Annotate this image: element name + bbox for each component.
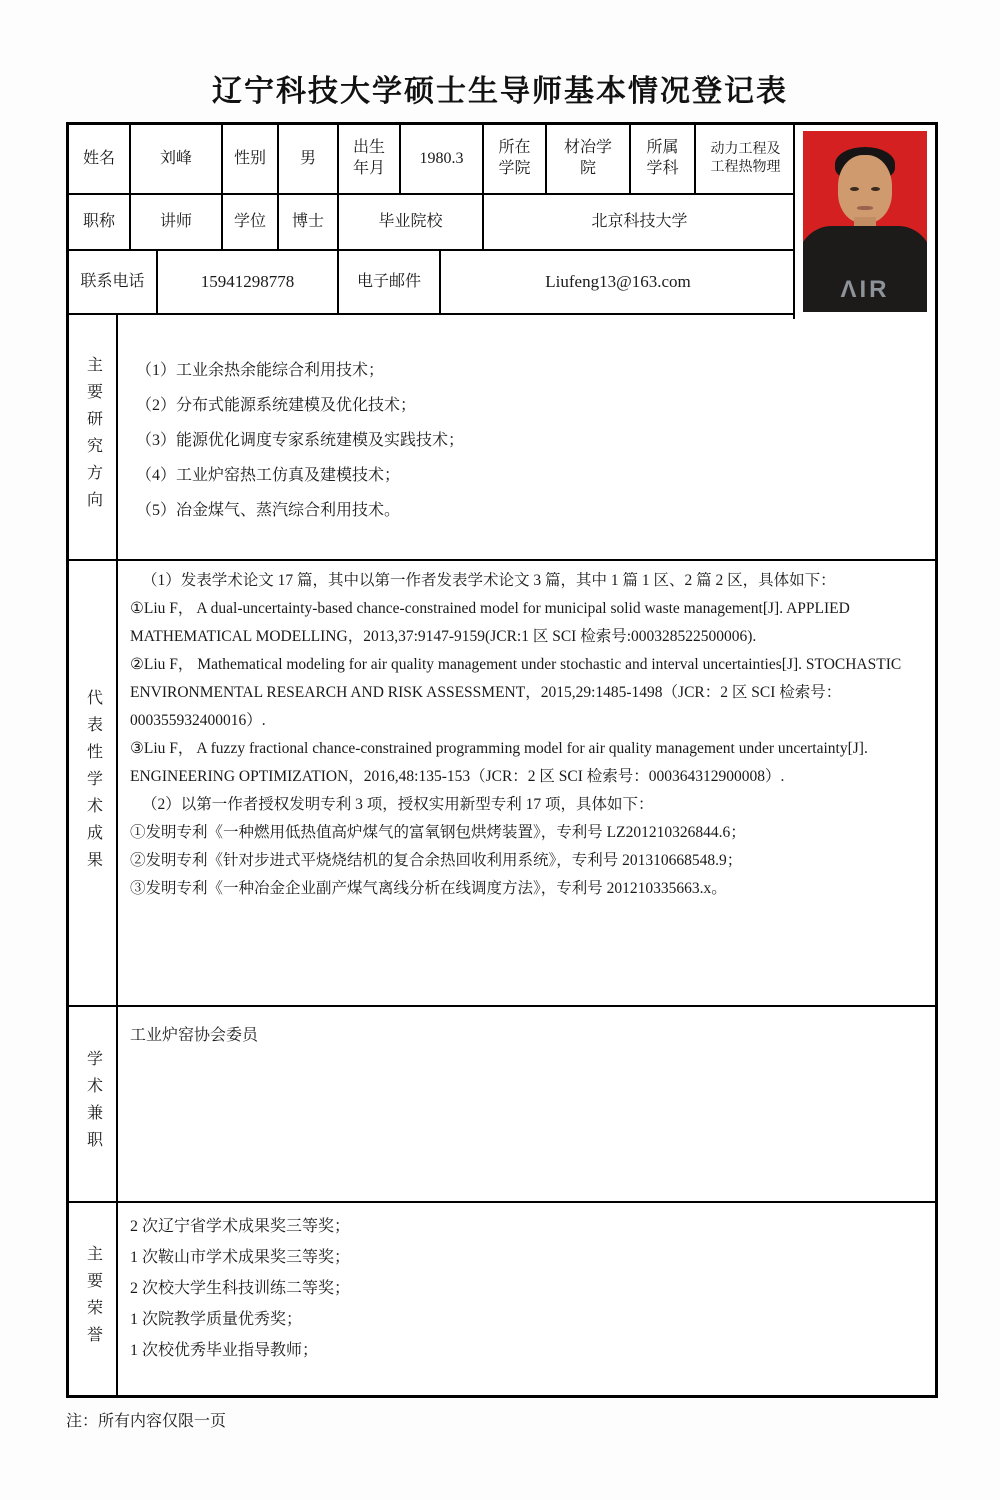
research-line: （3）能源优化调度专家系统建模及实践技术；	[136, 432, 465, 449]
photo-eye-left	[850, 187, 859, 191]
achievement-para: （2）以第一作者授权发明专利 3 项，授权实用新型专利 17 项，具体如下：	[142, 796, 654, 813]
name-label: 姓名	[69, 125, 131, 193]
email-label: 电子邮件	[339, 251, 441, 313]
photo-mouth	[857, 206, 873, 210]
school-value: 北京科技大学	[591, 212, 688, 230]
achievement-para: ①发明专利《一种燃用低热值高炉煤气的富氧钢包烘烤装置》，专利号 LZ201210326844.6；	[130, 824, 746, 841]
research-line: （2）分布式能源系统建模及优化技术；	[136, 397, 417, 414]
discipline-value: 动力工程及工程热物理	[710, 141, 781, 175]
achievement-para: ②Liu F， Mathematical modeling for air quality management under stochastic and interval uncertainties[J]. STOCHASTIC ENVIRONMENTAL RESEARCH AND RISK ASSESSMENT，2015,29:1485-1498（JCR：2 区 SCI 检索号：000355932400016）.	[130, 656, 902, 729]
section-honors	[69, 1203, 935, 1395]
name-value: 刘峰	[131, 125, 223, 193]
gender-label: 性别	[223, 125, 279, 193]
section-honors-label: 主要荣誉	[69, 1203, 118, 1395]
email-value: Liufeng13@163.com	[545, 271, 691, 291]
portrait-photo-cell	[793, 125, 935, 319]
section-achievements-label: 代表性学术成果	[69, 561, 118, 1005]
honor-line: 1 次鞍山市学术成果奖三等奖；	[130, 1249, 351, 1266]
section-research-label: 主要研究方向	[69, 315, 118, 559]
page-title: 辽宁科技大学硕士生导师基本情况登记表	[212, 75, 788, 108]
section-achievements-content	[118, 561, 935, 1005]
footer-note: 注：所有内容仅限一页	[66, 1413, 227, 1430]
birth-label: 出生年月	[339, 125, 401, 193]
section-positions-label: 学术兼职	[69, 1007, 118, 1201]
achievement-para: ③发明专利《一种冶金企业副产煤气离线分析在线调度方法》，专利号 201210335663.x。	[130, 880, 727, 897]
honor-line: 2 次校大学生科技训练二等奖；	[130, 1280, 351, 1297]
discipline-label: 所属学科	[631, 125, 696, 193]
degree-label: 学位	[223, 195, 279, 249]
degree-value: 博士	[279, 195, 339, 249]
honor-line: 1 次院教学质量优秀奖；	[130, 1311, 303, 1328]
section-positions-content	[118, 1007, 935, 1201]
section-research-content	[118, 315, 935, 559]
college-value: 材冶学院	[547, 125, 631, 193]
college-label: 所在学院	[484, 125, 547, 193]
supervisor-form-table	[66, 122, 938, 1398]
research-line: （4）工业炉窑热工仿真及建模技术；	[136, 467, 401, 484]
photo-eye-right	[871, 187, 880, 191]
school-label: 毕业院校	[339, 195, 484, 249]
portrait-photo	[803, 131, 927, 312]
honor-line: 1 次校优秀毕业指导教师；	[130, 1342, 319, 1359]
honor-line: 2 次辽宁省学术成果奖三等奖；	[130, 1218, 351, 1235]
rank-label: 职称	[69, 195, 131, 249]
rank-value: 讲师	[131, 195, 223, 249]
photo-face	[838, 155, 892, 223]
photo-shirt-text: ΛIR	[840, 276, 890, 303]
achievement-para: （1）发表学术论文 17 篇，其中以第一作者发表学术论文 3 篇，其中 1 篇 1 区、2 篇 2 区，具体如下：	[142, 572, 836, 589]
birth-value: 1980.3	[401, 125, 484, 193]
research-line: （5）冶金煤气、蒸汽综合利用技术。	[136, 502, 401, 519]
achievement-para: ③Liu F， A fuzzy fractional chance-constrained programming model for air quality management under uncertainty[J]. ENGINEERING OPTIMIZATION，2016,48:135-153（JCR：2 区 SCI 检索号：000364312900008）.	[130, 740, 868, 785]
achievement-para: ①Liu F， A dual-uncertainty-based chance-constrained model for municipal solid waste management[J]. APPLIED MATHEMATICAL MODELLING，2013,37:9147-9159(JCR:1 区 SCI 检索号:000328522500006).	[130, 600, 850, 645]
research-line: （1）工业余热余能综合利用技术；	[136, 362, 385, 379]
section-honors-content	[118, 1203, 935, 1395]
section-research	[69, 315, 935, 561]
phone-label: 联系电话	[69, 251, 158, 313]
phone-value: 15941298778	[158, 251, 339, 313]
achievement-para: ②发明专利《针对步进式平烧烧结机的复合余热回收利用系统》，专利号 201310668548.9；	[130, 852, 743, 869]
photo-shirt	[803, 226, 927, 312]
section-positions	[69, 1007, 935, 1203]
section-achievements	[69, 561, 935, 1007]
gender-value: 男	[279, 125, 339, 193]
position-line: 工业炉窑协会委员	[130, 1027, 259, 1044]
